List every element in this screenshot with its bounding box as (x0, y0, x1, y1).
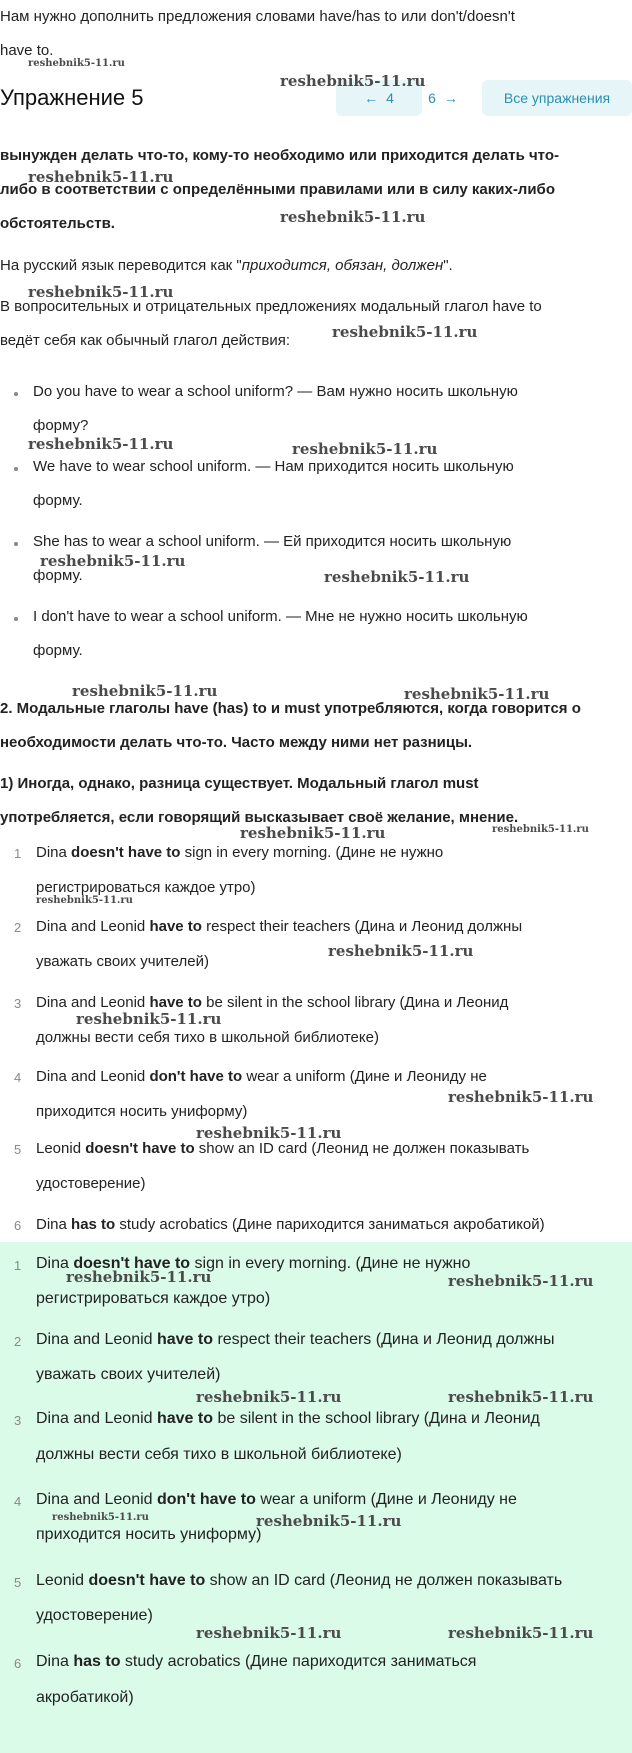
list-item: Leonid doesn't have to show an ID card (Леонид не должен показывать (36, 1140, 530, 1157)
bullet-4-line1: I don't have to wear a school uniform. — Мне не нужно носить школьную (33, 608, 528, 625)
watermark: reshebnik5-11.ru (324, 568, 470, 586)
watermark: reshebnik5-11.ru (404, 685, 550, 703)
theory-p3-line2: ведёт себя как обычный глагол действия: (0, 332, 291, 349)
intro-line-1: Нам нужно дополнить предложения словами have/has to или don't/doesn't (0, 8, 515, 25)
watermark: reshebnik5-11.ru (332, 323, 478, 341)
bullet-dot (14, 467, 18, 471)
theory-p1-line3: обстоятельств. (0, 215, 115, 232)
bullet-dot (14, 617, 18, 621)
watermark: reshebnik5-11.ru (36, 895, 133, 906)
item-number: 1 (14, 1258, 22, 1273)
theory-p4-line2: необходимости делать что-то. Часто между ними нет разницы. (0, 734, 473, 751)
bullet-dot (14, 542, 18, 546)
list-item-line2: приходится носить униформу) (36, 1526, 262, 1543)
list-item: Dina and Leonid have to be silent in the school library (Дина и Леонид (36, 1410, 540, 1427)
item-number: 5 (14, 1575, 22, 1590)
list-item: Dina and Leonid have to respect their teachers (Дина и Леонид должны (36, 1331, 555, 1348)
watermark: reshebnik5-11.ru (72, 682, 218, 700)
bullet-dot (14, 392, 18, 396)
list-item-line2: должны вести себя тихо в школьной библиотеке) (36, 1446, 402, 1463)
bullet-2-line1: We have to wear school uniform. — Нам приходится носить школьную (33, 458, 514, 475)
next-exercise-button[interactable]: 6 → (428, 90, 458, 106)
list-item: Dina and Leonid don't have to wear a uniform (Дине и Леониду не (36, 1068, 487, 1085)
watermark: reshebnik5-11.ru (256, 1512, 402, 1530)
theory-p2: На русский язык переводится как "приходится, обязан, должен". (0, 257, 453, 274)
item-number: 2 (14, 1334, 22, 1349)
watermark: reshebnik5-11.ru (66, 1268, 212, 1286)
list-item-line2: регистрироваться каждое утро) (36, 1290, 271, 1307)
list-item: Dina doesn't have to sign in every morning. (Дине не нужно (36, 844, 444, 861)
list-item: Leonid doesn't have to show an ID card (Леонид не должен показывать (36, 1572, 563, 1589)
watermark: reshebnik5-11.ru (196, 1124, 342, 1142)
item-number: 6 (14, 1218, 22, 1233)
theory-p3-line1: В вопросительных и отрицательных предложениях модальный глагол have to (0, 298, 542, 315)
list-item: Dina and Leonid don't have to wear a uniform (Дине и Леониду не (36, 1491, 517, 1508)
item-number: 2 (14, 920, 22, 935)
arrow-left-icon: ← (364, 90, 379, 106)
item-number: 6 (14, 1656, 22, 1671)
bullet-3-line1: She has to wear a school uniform. — Ей приходится носить школьную (33, 533, 512, 550)
item-number: 4 (14, 1070, 22, 1085)
watermark: reshebnik5-11.ru (492, 824, 589, 835)
watermark: reshebnik5-11.ru (280, 208, 426, 226)
watermark: reshebnik5-11.ru (280, 72, 426, 90)
all-exercises-button[interactable]: Все упражнения (482, 80, 632, 116)
watermark: reshebnik5-11.ru (76, 1010, 222, 1028)
watermark: reshebnik5-11.ru (292, 440, 438, 458)
watermark: reshebnik5-11.ru (448, 1272, 594, 1290)
item-number: 5 (14, 1142, 22, 1157)
list-item-line2: удостоверение) (36, 1175, 146, 1192)
bullet-4-line2: форму. (33, 642, 83, 659)
page-title: Упражнение 5 (0, 85, 144, 110)
list-item-line2: удостоверение) (36, 1607, 153, 1624)
list-item: Dina and Leonid have to respect their teachers (Дина и Леонид должны (36, 918, 523, 935)
watermark: reshebnik5-11.ru (40, 552, 186, 570)
watermark: reshebnik5-11.ru (328, 942, 474, 960)
bullet-1-line1: Do you have to wear a school uniform? — Вам нужно носить школьную (33, 383, 518, 400)
watermark: reshebnik5-11.ru (28, 168, 174, 186)
item-number: 1 (14, 846, 22, 861)
watermark: reshebnik5-11.ru (196, 1624, 342, 1642)
watermark: reshebnik5-11.ru (28, 435, 174, 453)
item-number: 4 (14, 1494, 22, 1509)
item-number: 3 (14, 1413, 22, 1428)
theory-p5-line1: 1) Иногда, однако, разница существует. Модальный глагол must (0, 775, 479, 792)
theory-p1-line1: вынужден делать что-то, кому-то необходимо или приходится делать что- (0, 147, 559, 164)
arrow-right-icon: → (443, 90, 458, 106)
list-item-line2: уважать своих учителей) (36, 1366, 221, 1383)
bullet-1-line2: форму? (33, 417, 89, 434)
list-item-line2: приходится носить униформу) (36, 1103, 248, 1120)
list-item: Dina and Leonid have to be silent in the school library (Дина и Леонид (36, 994, 509, 1011)
watermark: reshebnik5-11.ru (448, 1088, 594, 1106)
intro-line-2: have to. (0, 42, 54, 59)
watermark: reshebnik5-11.ru (52, 1512, 149, 1523)
watermark: reshebnik5-11.ru (448, 1624, 594, 1642)
bullet-2-line2: форму. (33, 492, 83, 509)
watermark: reshebnik5-11.ru (28, 283, 174, 301)
list-item: Dina has to study acrobatics (Дине париходится заниматься (36, 1653, 477, 1670)
watermark: reshebnik5-11.ru (448, 1388, 594, 1406)
watermark: reshebnik5-11.ru (240, 824, 386, 842)
theory-p5-line2: употребляется, если говорящий высказывает своё желание, мнение. (0, 809, 519, 826)
list-item-line2: акробатикой) (36, 1689, 134, 1706)
bullet-3-line2: форму. (33, 567, 83, 584)
watermark: reshebnik5-11.ru (28, 58, 125, 69)
prev-exercise-button[interactable]: ← 4 (336, 80, 422, 116)
list-item-line2: регистрироваться каждое утро) (36, 879, 256, 896)
list-item-line2: должны вести себя тихо в школьной библиотеке) (36, 1029, 379, 1046)
theory-p1-line2: либо в соответствии с определёнными правилами или в силу каких-либо (0, 181, 555, 198)
watermark: reshebnik5-11.ru (196, 1388, 342, 1406)
list-item: Dina doesn't have to sign in every morning. (Дине не нужно (36, 1255, 471, 1272)
list-item-line2: уважать своих учителей) (36, 953, 209, 970)
list-item: Dina has to study acrobatics (Дине париходится заниматься акробатикой) (36, 1216, 545, 1233)
theory-p4-line1: 2. Модальные глаголы have (has) to и must употребляются, когда говорится о (0, 700, 581, 717)
item-number: 3 (14, 996, 22, 1011)
